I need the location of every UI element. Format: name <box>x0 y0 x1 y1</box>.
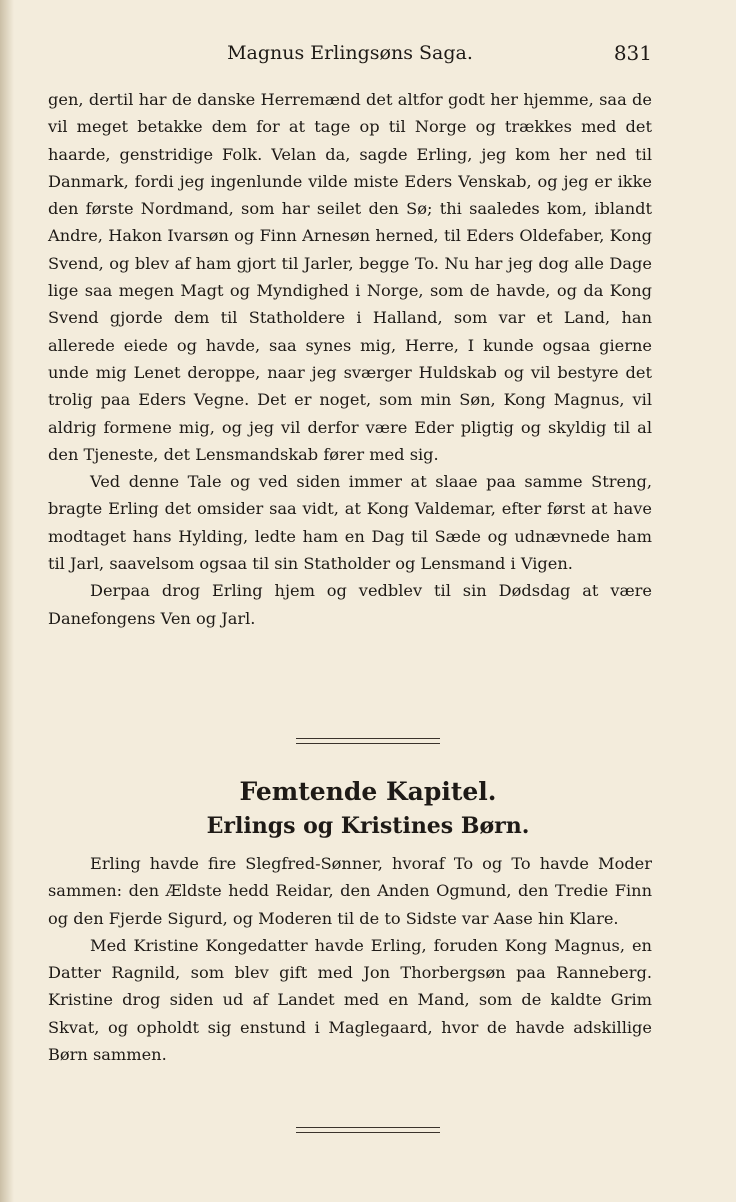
paragraph-5: Med Kristine Kongedatter havde Erling, foruden Kong Magnus, en Datter Ragnild, som blev gift med Jon Thorbergsøn paa Ranneberg. Kristine drog siden ud af Landet med en Mand, som de kaldte Grim Skvat, og opholdt sig enstund i Maglegaard, hvor de havde adskillige Børn sammen. <box>48 935 652 1065</box>
bottom-divider <box>296 1127 440 1133</box>
paragraph-2: Ved denne Tale og ved siden immer at slaae paa samme Streng, bragte Erling det omsider saa vidt, at Kong Valdemar, efter først at have modtaget hans Hylding, ledte ham en Dag til Sæde og udnævnede ham til Jarl, saavelsom ogsaa til sin Statholder og Lensmand i Vigen. <box>48 472 652 574</box>
chapter-title: Femtende Kapitel. <box>239 777 497 806</box>
paragraph-4: Erling havde fire Slegfred-Sønner, hvoraf To og To havde Moder sammen: den Ældste hedd Reidar, den Anden Ogmund, den Tredie Finn og den Fjerde Sigurd, og Moderen til de to Sidste var Aase hin Klare. <box>48 854 652 928</box>
text-block-2 <box>48 850 652 1068</box>
page-number: 831 <box>613 41 652 65</box>
text-block-1 <box>48 86 652 632</box>
section-divider <box>296 738 440 744</box>
running-head <box>48 38 652 68</box>
paragraph-1: gen, dertil har de danske Herremænd det altfor godt her hjemme, saa de vil meget betakke dem for at tage op til Norge og trækkes med det haarde, genstridige Folk. Velan da, sagde Erling, jeg kom her ned til Danmark, fordi jeg ingenlunde vilde miste Eders Venskab, og jeg er ikke den første Nordmand, som har seilet den Sø; thi saaledes kom, iblandt Andre, Hakon Ivarsøn og Finn Arnesøn herned, til Eders Oldefaber, Kong Svend, og blev af ham gjort til Jarler, begge To. Nu har jeg dog alle Dage lige saa megen Magt og Myndighed i Norge, som de havde, og da Kong Svend gjorde dem til Statholdere i Halland, som var et Land, han allerede eiede og havde, saa synes mig, Herre, I kunde ogsaa gierne unde mig Lenet deroppe, naar jeg sværger Huldskab og vil bestyre det trolig paa Eders Vegne. Det er noget, som min Søn, Kong Magnus, vil aldrig formene mig, og jeg vil derfor være Eder pligtig og skyldig til al den Tjeneste, det Lensmandskab fører med sig. <box>48 90 652 464</box>
running-title: Magnus Erlingsøns Saga. <box>227 42 473 64</box>
page-edge-shadow <box>0 0 14 1202</box>
chapter-subtitle: Erlings og Kristines Børn. <box>206 813 530 839</box>
paragraph-3: Derpaa drog Erling hjem og vedblev til sin Dødsdag at være Danefongens Ven og Jarl. <box>48 581 652 628</box>
